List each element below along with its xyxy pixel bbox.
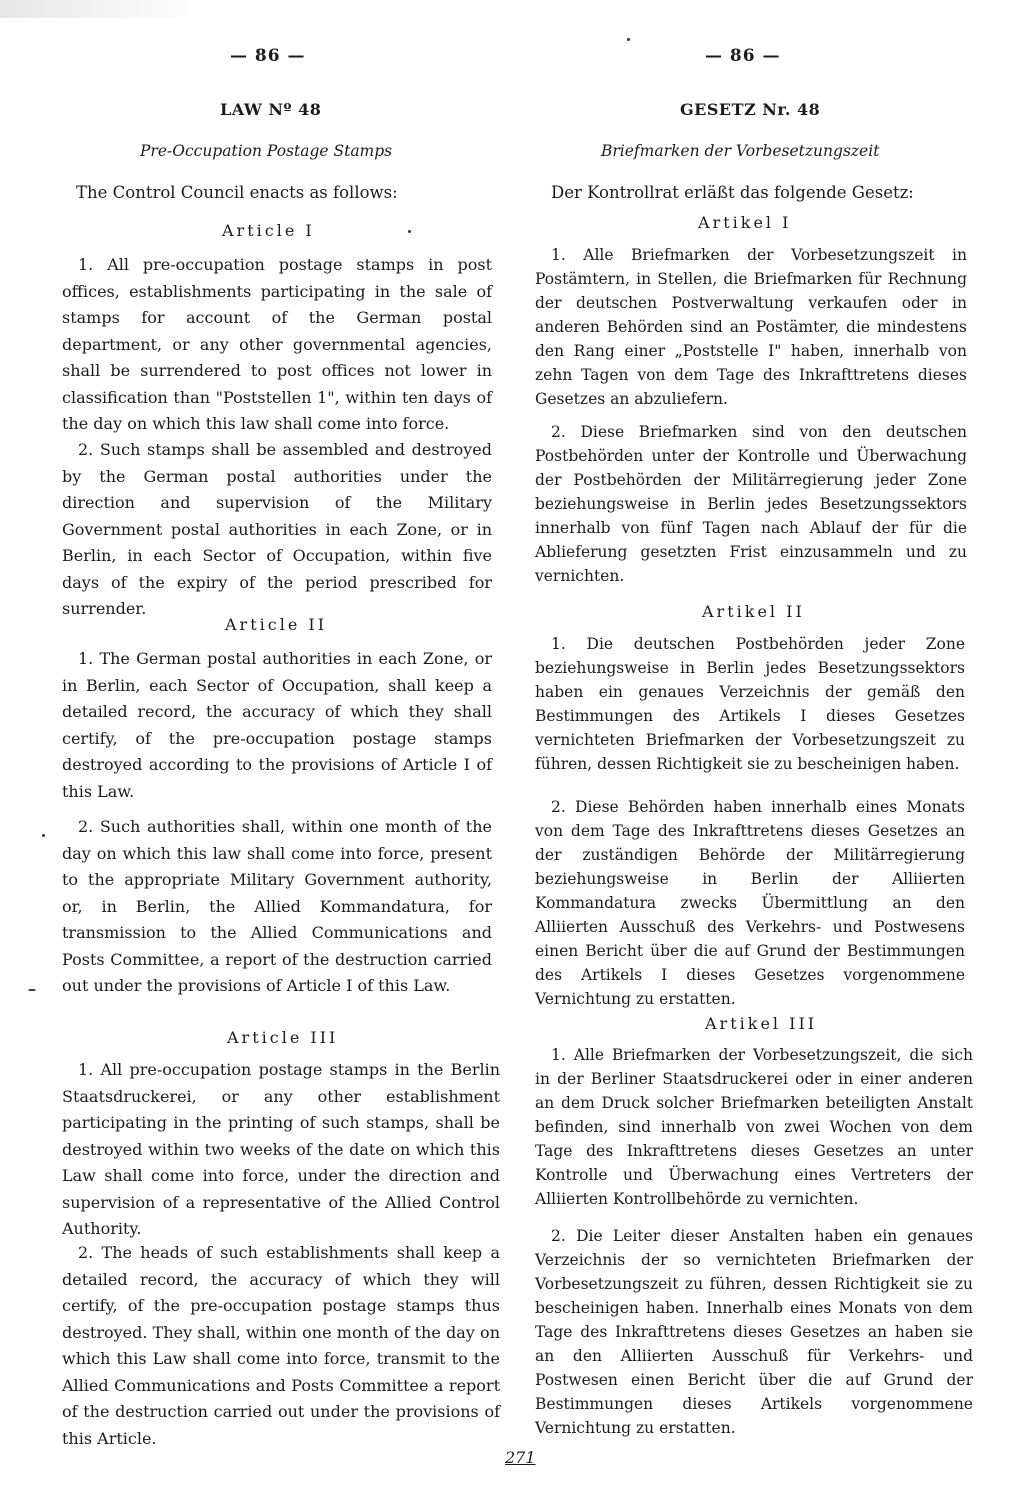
article-heading: Article I (222, 221, 315, 240)
article-paragraph: 2. Such authorities shall, within one month of the day on which this law shall come into force, present to the appropriate Military Government authority, or, in Berlin, the Allied Kommandatura, for transmission to the Allied Communications and Posts Committee, a report of the destruction carried out under the provisions of Article I of this Law. (62, 817, 492, 995)
law-title: GESETZ Nr. 48 (680, 100, 821, 119)
law-title: LAW Nº 48 (220, 100, 322, 119)
scan-speck (408, 230, 411, 233)
page-number: — 86 — (230, 46, 306, 66)
scan-speck (627, 38, 630, 41)
article-heading: Artikel II (702, 602, 805, 621)
scan-speck (42, 834, 45, 837)
article-paragraph: 2. Die Leiter dieser Anstalten haben ein genaues Verzeichnis der so vernichteten Briefmarken der Vorbesetzungszeit zu führen, dessen Richtigkeit sie zu bescheinigen haben. Innerhalb eines Monats von dem Tage des Inkrafttretens dieses Gesetzes an haben sie an den Alliierten Ausschuß für Verkehrs- und Postwesen einen Bericht über die auf Grund der Bestimmungen dieses Artikels vorgenommene Vernichtung zu erstatten. (535, 1227, 973, 1437)
article-paragraph: 1. Alle Briefmarken der Vorbesetzungszeit in Postämtern, in Stellen, die Briefmarken für Rechnung der deutschen Postverwaltung verkaufen oder in anderen Behörden sind an Postämter, die mindestens den Rang einer „Poststelle I" haben, innerhalb von zehn Tagen von dem Tage des Inkrafttretens dieses Gesetzes an abzuliefern. (535, 246, 967, 408)
scan-edge-shading (0, 0, 200, 18)
article-paragraph: 2. Diese Behörden haben innerhalb eines Monats von dem Tage des Inkrafttretens dieses Gesetzes an der zuständigen Behörde der Militärregierung beziehungsweise in Berlin der Alliierten Kommandatura zwecks Übermittlung an den Alliierten Ausschuß des Verkehrs- und Postwesens einen Bericht über die auf Grund der Bestimmungen des Artikels I dieses Gesetzes vorgenommene Vernichtung zu erstatten. (535, 798, 965, 1008)
scan-speck (28, 989, 36, 991)
article-paragraph: 2. Diese Briefmarken sind von den deutschen Postbehörden unter der Kontrolle und Überwachung der Postbehörden der Militärregierung jeder Zone beziehungsweise in Berlin jedes Besetzungssektors innerhalb von fünf Tagen nach Ablauf der für die Ablieferung gesetzten Frist einzusammeln und zu vernichten. (535, 423, 967, 585)
enactment-formula: The Control Council enacts as follows: (76, 183, 398, 202)
article-paragraph: 1. All pre-occupation postage stamps in post offices, establishments participating in the sale of stamps for account of the German postal department, or any other governmental agencies, shall be surrendered to post offices not lower in classification than "Poststellen 1", within ten days of the day on which this law shall come into force. (62, 255, 492, 433)
article-heading: Article III (227, 1028, 339, 1047)
law-subtitle: Briefmarken der Vorbesetzungszeit (601, 142, 880, 160)
article-paragraph: 1. Alle Briefmarken der Vorbesetzungszeit, die sich in der Berliner Staatsdruckerei oder in einer anderen an dem Druck solcher Briefmarken beteiligten Anstalt befinden, sind innerhalb von zwei Wochen von dem Tage des Inkrafttretens dieses Gesetzes an unter Kontrolle und Überwachung eines Vertreters der Alliierten Kontrollbehörde zu vernichten. (535, 1046, 973, 1208)
article-heading: Artikel III (705, 1014, 818, 1033)
article-heading: Article II (225, 615, 328, 634)
law-subtitle: Pre-Occupation Postage Stamps (140, 142, 393, 160)
enactment-formula: Der Kontrollrat erläßt das folgende Gesetz: (551, 183, 914, 202)
article-heading: Artikel I (698, 213, 792, 232)
article-paragraph: 2. Such stamps shall be assembled and destroyed by the German postal authorities under the direction and supervision of the Military Government postal authorities in each Zone, or in Berlin, in each Sector of Occupation, within five days of the expiry of the period prescribed for surrender. (62, 440, 492, 618)
article-paragraph: 2. The heads of such establishments shall keep a detailed record, the accuracy of which they will certify, of the pre-occupation postage stamps thus destroyed. They shall, within one month of the day on which this Law shall come into force, transmit to the Allied Communications and Posts Committee a report of the destruction carried out under the provisions of this Article. (62, 1243, 500, 1448)
article-paragraph: 1. Die deutschen Postbehörden jeder Zone beziehungsweise in Berlin jedes Besetzungssektors haben ein genaues Verzeichnis der gemäß den Bestimmungen des Artikels I dieses Gesetzes vernichteten Briefmarken der Vorbesetzungszeit zu führen, dessen Richtigkeit sie zu bescheinigen haben. (535, 635, 965, 773)
page-number: — 86 — (705, 46, 781, 66)
footer-page-number: 271 (505, 1448, 536, 1467)
article-paragraph: 1. All pre-occupation postage stamps in the Berlin Staatsdruckerei, or any other establishment participating in the printing of such stamps, shall be destroyed within two weeks of the date on which this Law shall come into force, under the direction and supervision of a representative of the Allied Control Authority. (62, 1060, 500, 1238)
article-paragraph: 1. The German postal authorities in each Zone, or in Berlin, each Sector of Occupation, shall keep a detailed record, the accuracy of which they shall certify, of the pre-occupation postage stamps destroyed according to the provisions of Article I of this Law. (62, 649, 492, 801)
